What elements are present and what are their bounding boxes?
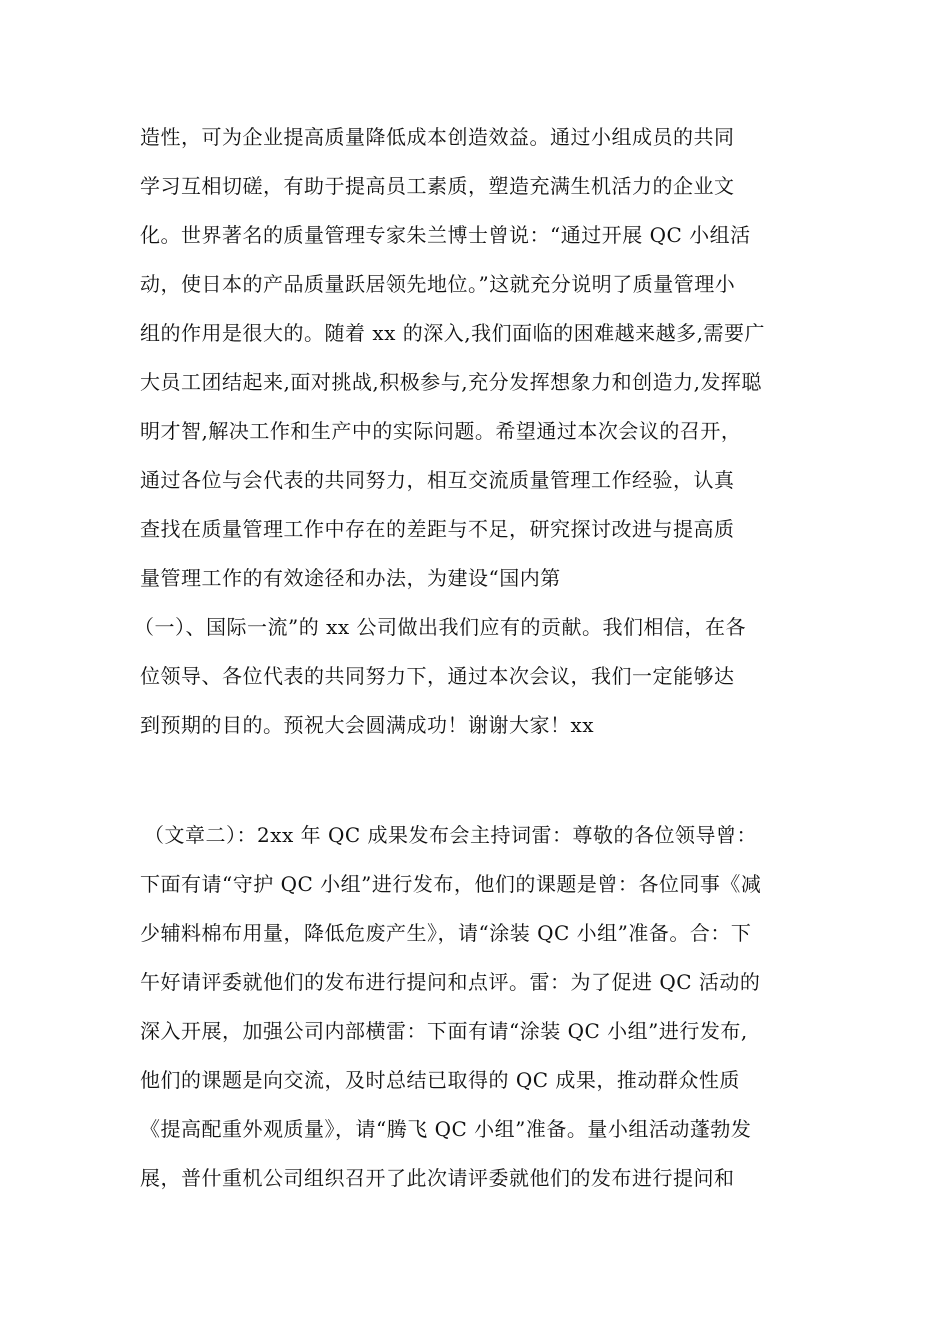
text-line: 量管理工作的有效途径和办法，为建设“国内第 bbox=[140, 566, 561, 590]
text-line: 展，普什重机公司组织召开了此次请评委就他们的发布进行提问和 bbox=[140, 1166, 735, 1190]
text-line: 动，使日本的产品质量跃居领先地位。”这就充分说明了质量管理小 bbox=[140, 272, 736, 296]
text-line: 化。世界著名的质量管理专家朱兰博士曾说：“通过开展 QC 小组活 bbox=[140, 223, 751, 247]
text-line: 明才智,解决工作和生产中的实际问题。希望通过本次会议的召开， bbox=[140, 419, 742, 443]
paragraph-section-1 bbox=[134, 113, 820, 750]
text-line: 位领导、各位代表的共同努力下，通过本次会议，我们一定能够达 bbox=[140, 664, 735, 688]
text-line: 查找在质量管理工作中存在的差距与不足，研究探讨改进与提高质 bbox=[140, 517, 735, 541]
text-line: 少辅料棉布用量，降低危废产生》，请“涂装 QC 小组”准备。合：下 bbox=[140, 921, 752, 945]
text-line: 到预期的目的。预祝大会圆满成功！谢谢大家！xx bbox=[140, 713, 595, 737]
paragraph-section-2 bbox=[140, 811, 820, 1203]
text-line: 通过各位与会代表的共同努力，相互交流质量管理工作经验，认真 bbox=[140, 468, 735, 492]
text-line: （一）、国际一流”的 xx 公司做出我们应有的贡献。我们相信，在各 bbox=[134, 615, 746, 639]
text-line: 深入开展，加强公司内部横雷：下面有请“涂装 QC 小组”进行发布, bbox=[140, 1019, 748, 1043]
text-line: 下面有请“守护 QC 小组”进行发布，他们的课题是曾：各位同事《减 bbox=[140, 872, 762, 896]
text-line: 学习互相切磋，有助于提高员工素质，塑造充满生机活力的企业文 bbox=[140, 174, 735, 198]
text-line: （文章二）：2xx 年 QC 成果发布会主持词雷：尊敬的各位领导曾： bbox=[144, 823, 758, 847]
text-line: 《提高配重外观质量》，请“腾飞 QC 小组”准备。量小组活动蓬勃发 bbox=[140, 1117, 752, 1141]
text-line: 午好请评委就他们的发布进行提问和点评。雷：为了促进 QC 活动的 bbox=[140, 970, 761, 994]
text-line: 组的作用是很大的。随着 xx 的深入,我们面临的困难越来越多,需要广 bbox=[140, 321, 765, 345]
text-line: 大员工团结起来,面对挑战,积极参与,充分发挥想象力和创造力,发挥聪 bbox=[140, 370, 762, 394]
text-line: 造性，可为企业提高质量降低成本创造效益。通过小组成员的共同 bbox=[140, 125, 735, 149]
text-line: 他们的课题是向交流，及时总结已取得的 QC 成果，推动群众性质 bbox=[140, 1068, 740, 1092]
